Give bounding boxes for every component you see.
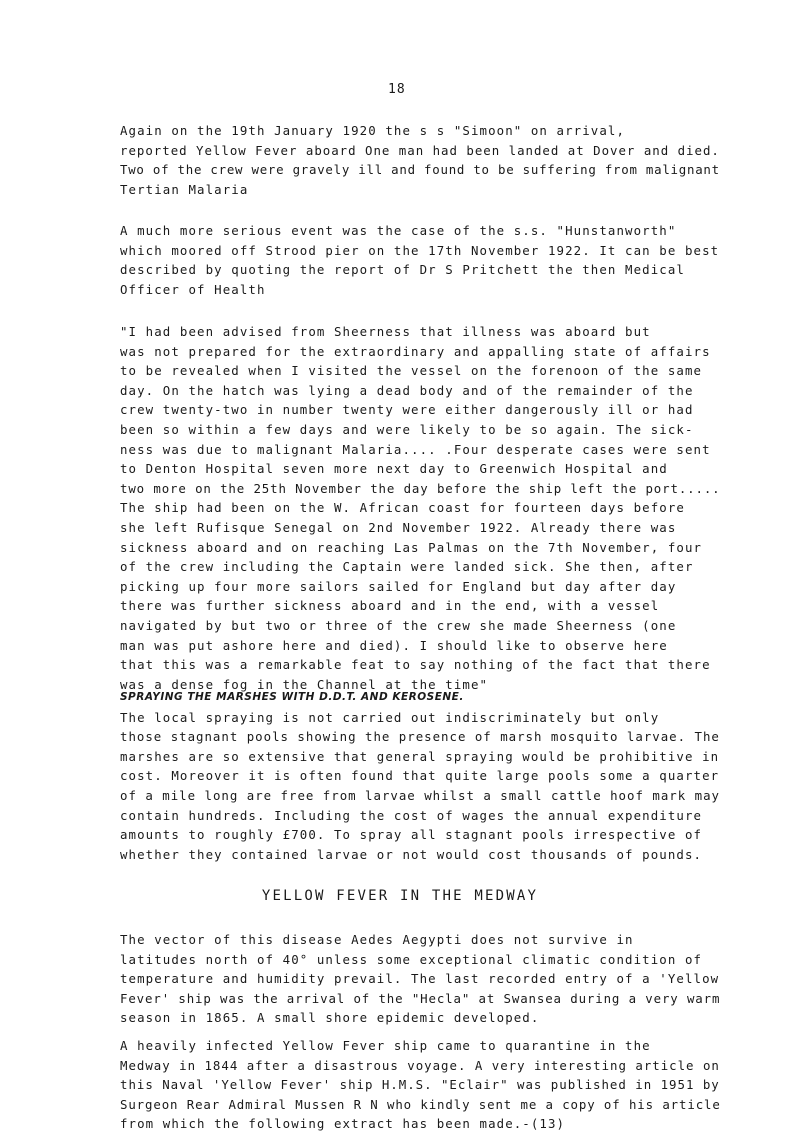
text-line: crew twenty-two in number twenty were either dangerously ill or had xyxy=(120,402,694,418)
text-line: two more on the 25th November the day before the ship left the port..... xyxy=(120,480,721,496)
text-line: described by quoting the report of Dr S Pritchett the then Medical xyxy=(120,262,685,278)
text-line: Medway in 1844 after a disastrous voyage. A very interesting article on xyxy=(120,1057,720,1073)
paragraph-hunstanworth xyxy=(120,221,720,299)
text-line: The vector of this disease Aedes Aegypti does not survive in xyxy=(120,932,634,947)
text-line: Again on the 19th January 1920 the s s "Simoon" on arrival, xyxy=(120,123,626,138)
text-line: Two of the crew were gravely ill and found to be suffering from malignant xyxy=(120,162,720,178)
text-line: from which the following extract has been made.-(13) xyxy=(120,1116,566,1132)
section-heading-spraying: SPRAYING THE MARSHES WITH D.D.T. AND KEROSENE. xyxy=(120,691,464,703)
text-line: day. On the hatch was lying a dead body and of the remainder of the xyxy=(120,382,694,398)
text-line: navigated by but two or three of the crew she made Sheerness (one xyxy=(120,617,677,633)
text-line: Officer of Health xyxy=(120,281,266,297)
text-line: "I had been advised from Sheerness that illness was aboard but xyxy=(120,324,651,339)
text-line: sickness aboard and on reaching Las Palmas on the 7th November, four xyxy=(120,539,703,555)
text-line: cost. Moreover it is often found that quite large pools some a quarter xyxy=(120,768,720,784)
text-line: latitudes north of 40° unless some exceptional climatic condition of xyxy=(120,951,703,967)
text-line: been so within a few days and were likely to be so again. The sick- xyxy=(120,421,694,437)
text-line: this Naval 'Yellow Fever' ship H.M.S. "Eclair" was published in 1951 by xyxy=(120,1077,720,1093)
text-line: marshes are so extensive that general spraying would be prohibitive in xyxy=(120,748,720,764)
paragraph-simoon xyxy=(120,121,720,199)
text-line: those stagnant pools showing the presence of marsh mosquito larvae. The xyxy=(120,729,720,745)
text-line: she left Rufisque Senegal on 2nd November 1922. Already there was xyxy=(120,519,677,535)
text-line: A heavily infected Yellow Fever ship came to quarantine in the xyxy=(120,1038,651,1053)
paragraph-medway xyxy=(120,1036,721,1134)
text-line: to be revealed when I visited the vessel on the forenoon of the same xyxy=(120,363,703,379)
text-line: was not prepared for the extraordinary and appalling state of affairs xyxy=(120,343,711,359)
text-line: reported Yellow Fever aboard One man had been landed at Dover and died. xyxy=(120,142,720,158)
text-line: whether they contained larvae or not would cost thousands of pounds. xyxy=(120,846,703,862)
text-line: season in 1865. A small shore epidemic developed. xyxy=(120,1010,540,1026)
text-line: there was further sickness aboard and in the end, with a vessel xyxy=(120,598,660,614)
section-title-yellow-fever: YELLOW FEVER IN THE MEDWAY xyxy=(261,888,539,904)
text-line: of the crew including the Captain were landed sick. She then, after xyxy=(120,559,694,575)
text-line: that this was a remarkable feat to say nothing of the fact that there xyxy=(120,657,711,673)
text-line: amounts to roughly £700. To spray all stagnant pools irrespective of xyxy=(120,827,703,843)
quoted-report xyxy=(120,322,721,694)
spraying-section xyxy=(120,688,720,864)
text-line: The ship had been on the W. African coast for fourteen days before xyxy=(120,500,685,516)
text-line: was a dense fog in the Channel at the time" xyxy=(120,676,489,692)
page-number: 18 xyxy=(388,82,406,97)
text-line: The local spraying is not carried out indiscriminately but only xyxy=(120,709,660,725)
text-line: man was put ashore here and died). I should like to observe here xyxy=(120,637,668,653)
text-line: to Denton Hospital seven more next day to Greenwich Hospital and xyxy=(120,461,668,477)
text-line: picking up four more sailors sailed for England but day after day xyxy=(120,578,677,594)
text-line: Surgeon Rear Admiral Mussen R N who kindly sent me a copy of his article xyxy=(120,1096,721,1112)
text-line: A much more serious event was the case of the s.s. "Hunstanworth" xyxy=(120,223,677,238)
text-line: which moored off Strood pier on the 17th November 1922. It can be best xyxy=(120,242,720,258)
text-line: of a mile long are free from larvae whilst a small cattle hoof mark may xyxy=(120,787,720,803)
text-line: Fever' ship was the arrival of the "Hecla" at Swansea during a very warm xyxy=(120,990,721,1006)
text-line: Tertian Malaria xyxy=(120,181,249,197)
text-line: ness was due to malignant Malaria.... .Four desperate cases were sent xyxy=(120,441,711,457)
paragraph-yellow-fever xyxy=(120,930,721,1028)
text-line: temperature and humidity prevail. The last recorded entry of a 'Yellow xyxy=(120,971,720,987)
text-line: contain hundreds. Including the cost of wages the annual expenditure xyxy=(120,807,703,823)
